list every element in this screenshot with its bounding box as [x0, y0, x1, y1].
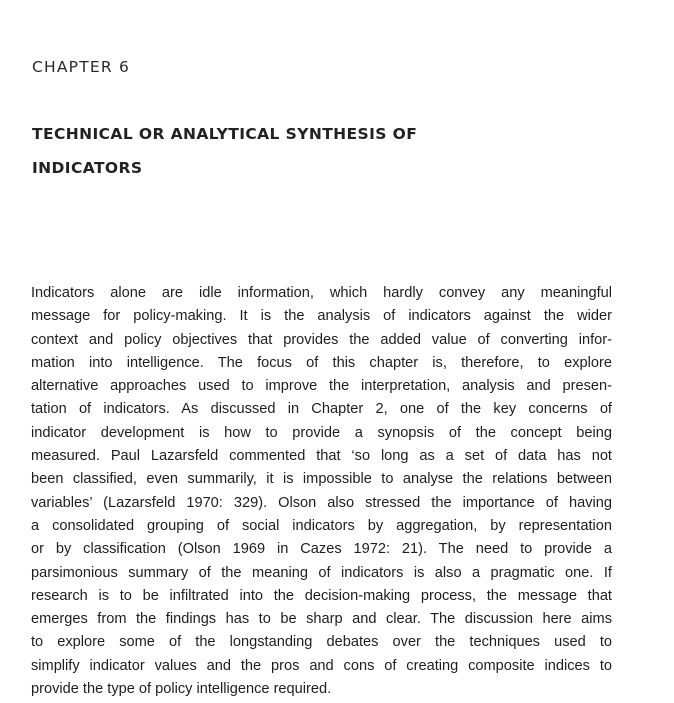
body-paragraph — [31, 282, 612, 701]
paragraph-line: simplify indicator values and the pros and cons of creating composite indices to — [31, 657, 612, 674]
paragraph-line: Indicators alone are idle information, which hardly convey any meaningful — [31, 285, 612, 301]
paragraph-line: parsimonious summary of the meaning of indicators is also a pragmatic one. If — [31, 564, 612, 581]
paragraph-line: context and policy objectives that provides the added value of converting infor- — [31, 331, 612, 348]
paragraph-line: tation of indicators. As discussed in Chapter 2, one of the key concerns of — [31, 401, 612, 418]
paragraph-line: or by classification (Olson 1969 in Cazes 1972: 21). The need to provide a — [31, 541, 612, 558]
paragraph-line: to explore some of the longstanding debates over the techniques used to — [31, 634, 612, 651]
paragraph-line: message for policy-making. It is the analysis of indicators against the wider — [31, 308, 612, 325]
paragraph-line: a consolidated grouping of social indicators by aggregation, by representation — [31, 517, 612, 534]
chapter-title-line: TECHNICAL OR ANALYTICAL SYNTHESIS OF — [32, 125, 418, 143]
paragraph-line: variables’ (Lazarsfeld 1970: 329). Olson also stressed the importance of having — [31, 494, 612, 511]
paragraph-line: research is to be infiltrated into the decision-making process, the message that — [31, 587, 612, 604]
paragraph-line: alternative approaches used to improve the interpretation, analysis and presen- — [31, 378, 612, 395]
paragraph-line: been classified, even summarily, it is impossible to analyse the relations between — [31, 471, 612, 488]
paragraph-line: emerges from the findings has to be sharp and clear. The discussion here aims — [31, 611, 612, 628]
paragraph-line: provide the type of policy intelligence required. — [31, 681, 332, 698]
chapter-number: CHAPTER 6 — [32, 58, 131, 76]
paragraph-line: measured. Paul Lazarsfeld commented that ‘so long as a set of data has not — [31, 448, 612, 465]
paragraph-line: mation into intelligence. The focus of this chapter is, therefore, to explore — [31, 354, 612, 371]
chapter-title — [32, 117, 632, 185]
paragraph-line: indicator development is how to provide a synopsis of the concept being — [31, 424, 612, 441]
chapter-title-line: INDICATORS — [32, 159, 143, 177]
